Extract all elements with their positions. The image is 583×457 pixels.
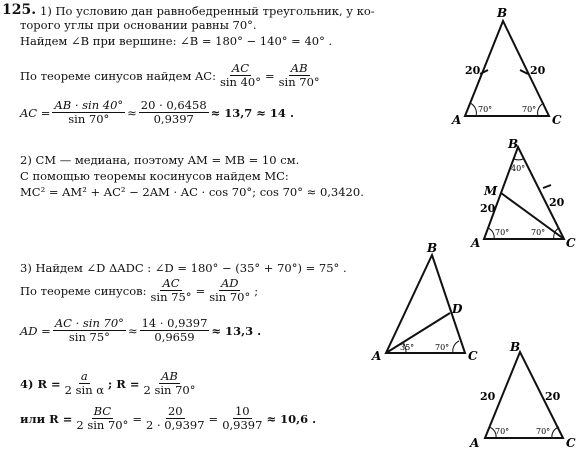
frac-denominator: 2 · 0,9397 [146,418,205,432]
fig4-label-a: A [470,436,480,450]
equals-sign: = [208,411,219,426]
frac-denominator: sin 75° [150,290,192,304]
fig4-label-b: B [510,340,521,354]
fig3-angle-arc-c [453,341,459,353]
fig1-angle-c: 70° [522,105,537,114]
semicolon: ; [254,283,259,298]
frac-numerator: AC [162,276,180,290]
fig4-side-left: 20 [480,390,496,403]
frac-numerator: 10 [234,404,250,418]
ac-lhs: AC = [20,105,51,120]
fig1-triangle [465,21,549,116]
frac-denominator: sin 70° [209,290,251,304]
frac-numerator: 14 · 0,9397 [141,316,208,330]
fig2-side-left: 20 [480,202,496,215]
p1-frac-ac-sin40 [218,62,263,89]
p3-sine-law-row [20,277,258,304]
frac-numerator: AC [231,61,250,75]
fig4-angle-c: 70° [536,427,551,436]
fig3-label-d: D [452,302,463,316]
frac-numerator: AD [220,276,239,290]
p1-line3: Найдем ∠B при вершине: ∠B = 180° − 140° = 40° . [20,34,333,48]
fig2-angle-c: 70° [531,228,546,237]
fig2-label-a: A [471,236,481,250]
p1-ac-row [20,99,294,126]
fig2-label-b: B [508,137,519,151]
frac-denominator: sin 70° [68,112,110,126]
equals-sign: = [265,68,275,83]
fig2-side-right: 20 [549,196,565,209]
problem-number: 125. [2,2,37,18]
p2-line1: 2) CM — медиана, поэтому AM = MB = 10 см. [20,153,300,167]
fig1-label-c: C [552,113,562,127]
ac-result: ≈ 13,7 ≈ 14 . [210,105,294,120]
p1-sine-law-prefix: По теореме синусов найдем AC: [20,68,216,83]
p1-line2: торого углы при основании равны 70°. [20,18,257,32]
r-lhs: 4) R = [20,376,61,391]
p4-frac-20 [144,405,207,432]
fig2-triangle [484,147,564,239]
p4-or-row [20,405,316,432]
fig2-label-c: C [566,236,576,250]
fig2-tick-right [543,185,551,188]
fig4-angle-a: 70° [495,427,510,436]
p3-frac-ac-sin70 [53,317,126,344]
p4-frac-10 [220,405,264,432]
fig3-angle-arc-a [403,342,406,353]
frac-numerator: a [80,369,88,383]
p3-frac-numeric [140,317,210,344]
fig1-tick-left [480,70,488,74]
fig4-angle-arc-c [552,427,559,438]
fig3-angle-c: 70° [435,343,450,352]
fig2-angle-arc-b [514,159,523,160]
frac-denominator: 2 sin α [64,383,105,397]
fig3-label-b: B [427,241,438,255]
p1-line1: 1) По условию дан равнобедренный треугольник, у ко- [40,4,375,18]
p3-line1: 3) Найдем ∠D ΔADC : ∠D = 180° − (35° + 70°) = 75° . [20,261,347,275]
frac-numerator: 20 [167,404,183,418]
frac-denominator: 0,9397 [222,418,263,432]
frac-denominator: sin 75° [68,330,110,344]
p1-frac-ab-sin40 [52,99,125,126]
fig1-angle-arc-c [538,103,544,116]
r-mid: ; R = [108,376,140,391]
fig3-triangle [386,255,465,353]
fig1-side-left: 20 [465,64,481,77]
r-result: ≈ 10,6 . [266,411,317,426]
frac-numerator: AC · sin 70° [54,316,124,330]
fig2-label-m: M [484,184,498,198]
fig1-label-a: A [452,113,462,127]
approx-sign: ≈ [127,105,137,120]
fig2-median [501,193,564,239]
ad-result: ≈ 13,3 . [211,323,262,338]
fig3-label-a: A [372,349,382,363]
p3-frac-ad-sin70 [207,277,252,304]
frac-denominator: sin 70° [278,75,320,89]
frac-denominator: 0,9659 [154,330,195,344]
frac-denominator: sin 40° [219,75,261,89]
equals-sign: = [195,283,206,298]
equals-sign: = [132,411,143,426]
frac-denominator: 0,9397 [153,112,194,126]
p2-line3: MC² = AM² + AC² − 2AM · AC · cos 70°; cos 70° ≈ 0,3420. [20,185,364,199]
approx-sign: ≈ [127,323,138,338]
p4-frac-bc-2sin70 [74,405,130,432]
p2-line2: С помощью теоремы косинусов найдем MC: [20,169,289,183]
fig2-angle-a: 70° [495,228,510,237]
p4-frac-ab-2sin70 [142,370,198,397]
p1-frac-ab-sin70 [277,62,322,89]
fig1-angle-arc-a [470,103,476,116]
fig2-angle-arc-c [554,228,559,239]
fig1-side-right: 20 [530,64,546,77]
ad-lhs: AD = [20,323,51,338]
or-lhs: или R = [20,411,73,426]
fig3-label-c: C [468,349,478,363]
p3-frac-ac-sin75 [149,277,194,304]
p1-sine-law-row [20,62,324,89]
fig3-angle-a: 35° [400,343,415,352]
fig4-label-c: C [566,436,576,450]
fig4-side-right: 20 [545,390,561,403]
fig4-angle-arc-a [489,427,496,438]
frac-denominator: 2 sin 70° [143,383,196,397]
fig1-angle-a: 70° [478,105,493,114]
p4-frac-a-2sin [63,370,106,397]
frac-numerator: AB [290,61,308,75]
p3-sine-law-prefix: По теореме синусов: [20,283,147,298]
p3-ad-row [20,317,261,344]
frac-numerator: 20 · 0,6458 [140,98,207,112]
fig2-angle-b: 40° [511,164,526,173]
fig3-bisector [386,313,450,353]
fig1-label-b: B [497,6,508,20]
frac-numerator: AB [161,369,178,383]
fig4-triangle [485,352,563,438]
frac-numerator: AB · sin 40° [54,98,124,112]
fig2-angle-arc-a [488,228,494,239]
fig1-tick-right [520,70,528,74]
p4-r-row [20,370,200,397]
p1-frac-numeric [139,99,209,126]
frac-denominator: 2 sin 70° [76,418,129,432]
frac-numerator: BC [93,404,112,418]
